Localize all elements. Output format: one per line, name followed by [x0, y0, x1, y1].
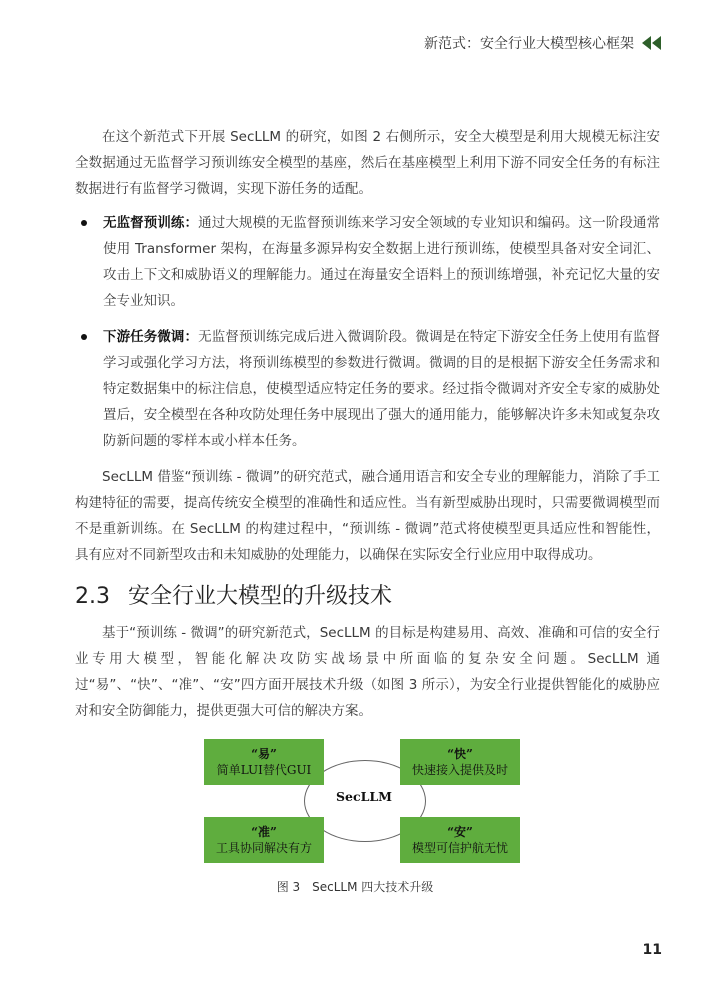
box-quote: “准” — [251, 825, 277, 839]
bullet-term: 下游任务微调： — [103, 329, 199, 345]
main-content — [75, 124, 660, 724]
bullet-text: 通过大规模的无监督预训练来学习安全领域的专业知识和编码。这一阶段通常使用 Transformer 架构，在海量多源异构安全数据上进行预训练，使模型具备对安全词汇、攻击上下文和威胁语义的理解能力。通过在海量安全语料上的预训练增强，补充记忆大量的安全专业知识。 — [103, 215, 661, 309]
running-header — [424, 33, 662, 53]
list-item — [103, 324, 660, 454]
figure-caption: 图 3 SecLLM 四大技术升级 — [276, 880, 434, 894]
box-text: 简单LUI替代GUI — [216, 763, 312, 777]
figure-diagram — [204, 736, 524, 866]
page-number: 11 — [642, 942, 662, 958]
box-text: 工具协同解决有方 — [215, 841, 312, 855]
bullet-icon — [81, 220, 87, 226]
diagram-box-fast — [400, 739, 520, 785]
section-heading — [75, 582, 660, 612]
box-quote: “易” — [251, 747, 277, 761]
paragraph-section-body: 基于“预训练 - 微调”的研究新范式，SecLLM 的目标是构建易用、高效、准确和可信的安全行业专用大模型，智能化解决攻防实战场景中所面临的复杂安全问题。SecLLM 通过“易”、“快”、“准”、“安”四方面开展技术升级（如图 3 所示），为安全行业提供智能化的威胁应对和安全防御能力，提供更强大可信的解决方案。 — [75, 625, 660, 719]
box-text: 快速接入提供及时 — [411, 763, 508, 777]
diagram-box-easy — [204, 739, 324, 785]
paragraph-seclm: SecLLM 借鉴“预训练 - 微调”的研究范式，融合通用语言和安全专业的理解能力，消除了手工构建特征的需要，提高传统安全模型的准确性和适应性。当有新型威胁出现时，只需要微调模型而不是重新训练。在 SecLLM 的构建过程中，“预训练 - 微调”范式将使模型更具适应性和智能性，具有应对不同新型攻击和未知威胁的处理能力，以确保在实际安全行业应用中取得成功。 — [75, 469, 660, 563]
bullet-term: 无监督预训练： — [103, 215, 199, 231]
double-left-arrow-icon — [642, 36, 662, 50]
section-number: 2.3 — [75, 584, 110, 609]
diagram-box-accurate — [204, 817, 324, 863]
paragraph-intro: 在这个新范式下开展 SecLLM 的研究，如图 2 右侧所示，安全大模型是利用大规模无标注安全数据通过无监督学习预训练安全模型的基座，然后在基座模型上利用下游不同安全任务的有标注数据进行有监督学习微调，实现下游任务的适配。 — [75, 129, 660, 197]
box-quote: “安” — [447, 825, 473, 839]
section-title: 安全行业大模型的升级技术 — [128, 584, 393, 609]
header-title: 新范式：安全行业大模型核心框架 — [424, 36, 634, 52]
diagram-center-label: SecLLM — [335, 789, 392, 804]
box-text: 模型可信护航无忧 — [411, 841, 508, 855]
list-item — [103, 210, 660, 314]
bullet-list — [75, 210, 660, 454]
diagram-box-secure — [400, 817, 520, 863]
bullet-text: 无监督预训练完成后进入微调阶段。微调是在特定下游安全任务上使用有监督学习或强化学习方法，将预训练模型的参数进行微调。微调的目的是根据下游安全任务需求和特定数据集中的标注信息，使模型适应特定任务的要求。经过指令微调对齐安全专家的威胁处置后，安全模型在各种攻防处理任务中展现出了强大的通用能力，能够解决许多未知或复杂攻防新问题的零样本或小样本任务。 — [103, 329, 661, 449]
bullet-icon — [81, 334, 87, 340]
box-quote: “快” — [447, 747, 473, 761]
